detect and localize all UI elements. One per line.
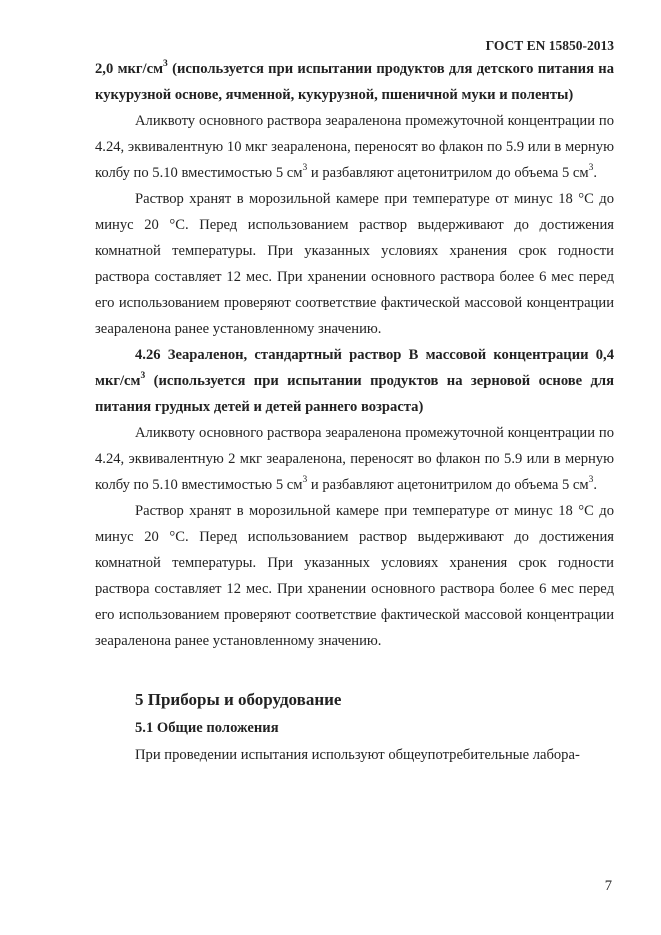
- text-part: Аликвоту основного раствора зеараленона промежуточной концентрации по 4.24, эквивалентную 2 мкг зеараленона, переносят во флакон по 5.9 или в мерную колбу по 5.10 вместимостью 5 см: [95, 425, 614, 493]
- superscript: 3: [163, 59, 168, 70]
- paragraph-aliquot-2: [95, 420, 614, 498]
- page-number: 7: [604, 878, 612, 894]
- page-content: [95, 56, 614, 768]
- document-header: ГОСТ EN 15850-2013: [485, 38, 614, 53]
- text-part: .: [593, 477, 598, 493]
- paragraph-aliquot-1: [95, 108, 614, 186]
- text-part: .: [593, 165, 598, 181]
- superscript: 3: [302, 475, 308, 486]
- section-5-title: 5 Приборы и оборудование: [135, 690, 342, 709]
- subsection-5-1-title: 5.1 Общие положения: [135, 720, 279, 736]
- heading-text-cont: (используется при испытании продуктов на зерновой основе для питания грудных детей и детей раннего возраста): [95, 373, 614, 415]
- paragraph-section-5-1: При проведении испытания используют общеупотребительные лабора-: [135, 747, 580, 763]
- superscript: 3: [140, 371, 146, 382]
- superscript: 3: [588, 475, 594, 486]
- paragraph-storage-1: Раствор хранят в морозильной камере при температуре от минус 18 °С до минус 20 °С. Перед использованием раствор выдерживают до достижения комнатной температуры. При указанных условиях хранения срок годности раствора составляет 12 мес. При хранении основного раствора более 6 мес перед его использованием проверяют соответствие фактической массовой концентрации зеараленона ранее установленному значению.: [95, 191, 614, 337]
- paragraph-concentration-heading: [95, 56, 614, 108]
- paragraph-clause-4-26: [95, 342, 614, 420]
- heading-text: 4.26 Зеараленон, стандартный раствор В массовой концентрации 0,4 мкг/см: [95, 347, 614, 389]
- superscript: 3: [302, 163, 308, 174]
- heading-text: 2,0 мкг/см: [95, 61, 164, 77]
- superscript: 3: [588, 163, 594, 174]
- paragraph-storage-2: Раствор хранят в морозильной камере при температуре от минус 18 °С до минус 20 °С. Перед использованием раствор выдерживают до достижения комнатной температуры. При указанных условиях хранения срок годности раствора составляет 12 мес. При хранении основного раствора более 6 мес перед его использованием проверяют соответствие фактической массовой концентрации зеараленона ранее установленному значению.: [95, 503, 614, 649]
- text-part: и разбавляют ацетонитрилом до объема 5 см: [307, 477, 589, 493]
- text-part: и разбавляют ацетонитрилом до объема 5 см: [307, 165, 589, 181]
- heading-text-cont: (используется при испытании продуктов для детского питания на кукурузной основе, ячменной, кукурузной, пшеничной муки и поленты): [95, 61, 614, 103]
- text-part: Аликвоту основного раствора зеараленона промежуточной концентрации по 4.24, эквивалентную 10 мкг зеараленона, переносят во флакон по 5.9 или в мерную колбу по 5.10 вместимостью 5 см: [95, 113, 614, 181]
